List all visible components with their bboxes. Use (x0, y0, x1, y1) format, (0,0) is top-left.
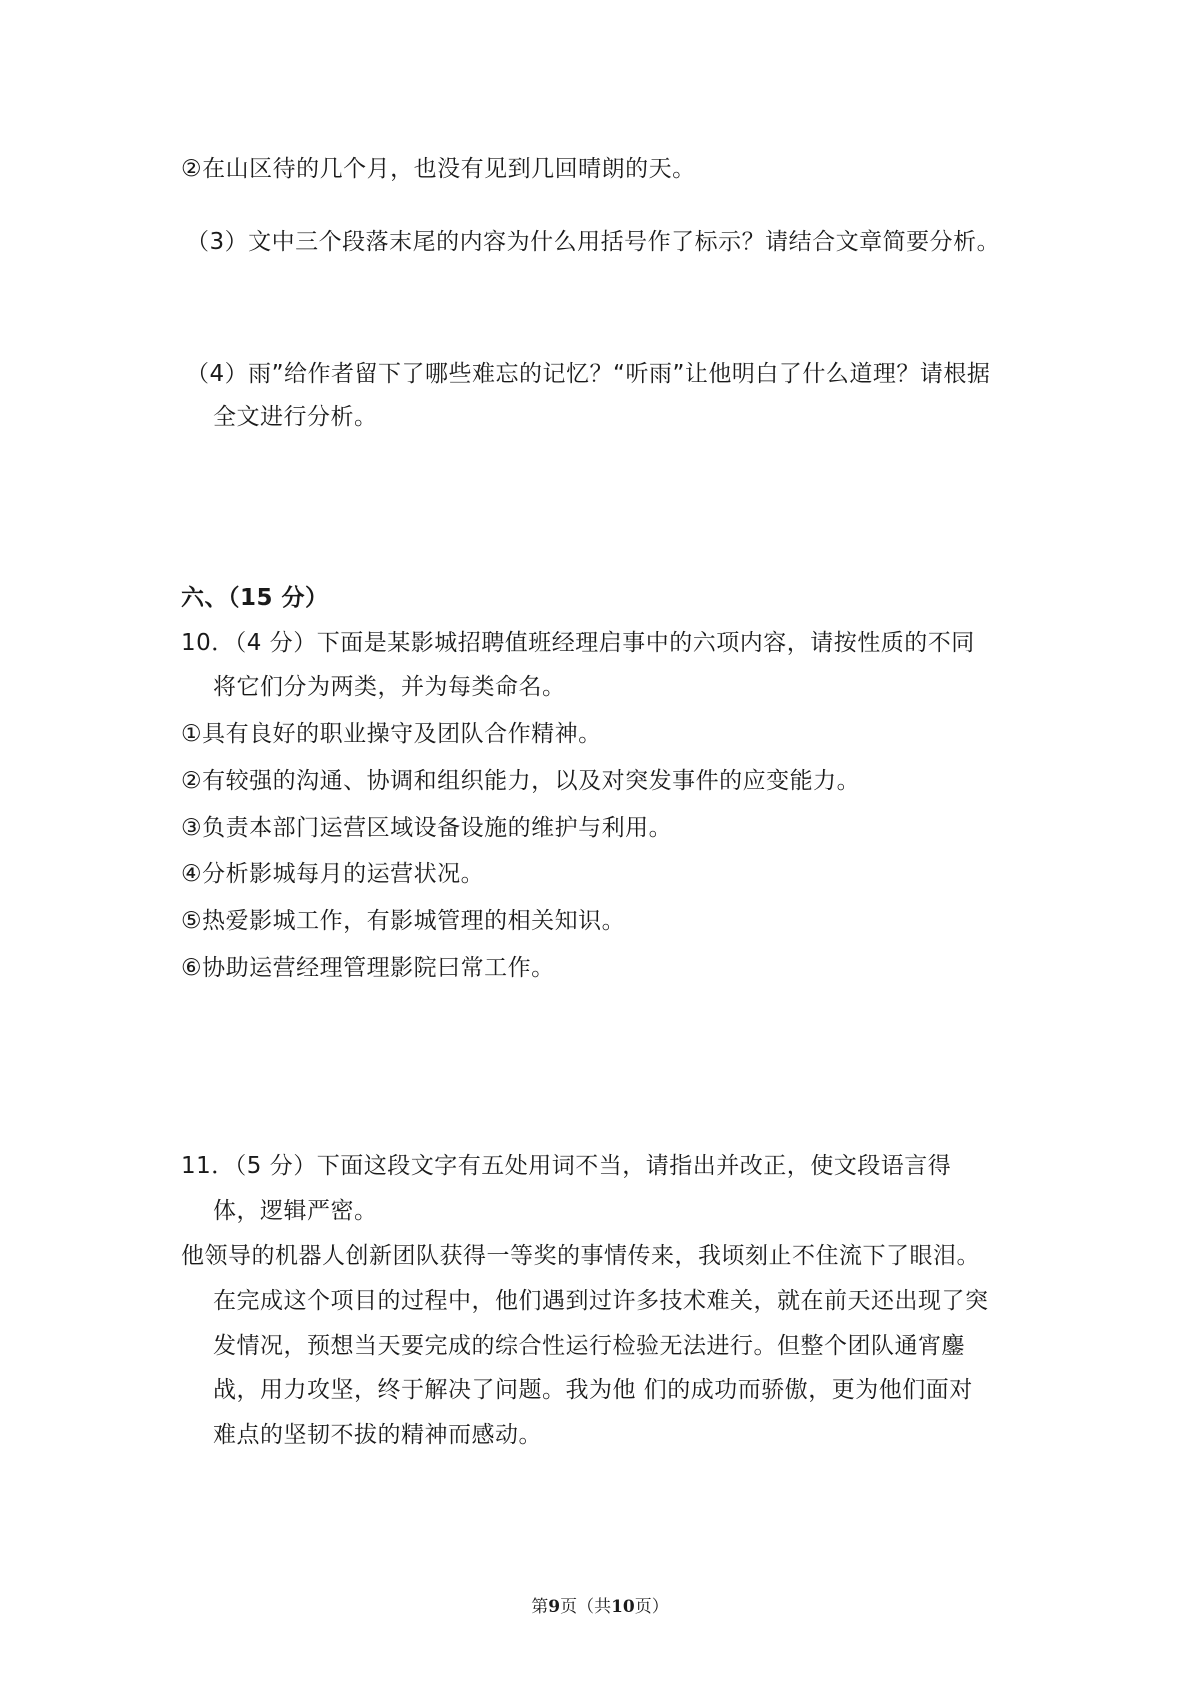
q11-stem-line2: 体，逻辑严密。 (213, 1198, 378, 1224)
q11-stem-line1: 11．（5 分）下面这段文字有五处用词不当，请指出并改正，使文段语言得 (181, 1153, 952, 1179)
footer-middle: 页（共 (560, 1597, 612, 1617)
q10-item-4: ④分析影城每月的运营状况。 (181, 861, 485, 887)
footer-suffix: 页） (634, 1597, 669, 1617)
q10-item-6: ⑥协助运营经理管理影院曰常工作。 (181, 955, 555, 981)
page-footer (0, 1595, 1200, 1619)
q9-sub4-line1: （4）雨”给作者留下了哪些难忘的记忆？“听雨”让他明白了什么道理？请根据 (186, 361, 991, 387)
q11-passage-line4: 战，用力攻坚，终于解决了问题。我为他 们的成功而骄傲，更为他们面对 (213, 1377, 973, 1403)
q11-passage-line2: 在完成这个项目的过程中，他们遇到过许多技术难关，就在前天还出现了突 (213, 1288, 989, 1314)
q10-item-2: ②有较强的沟通、协调和组织能力，以及对突发事件的应变能力。 (181, 768, 861, 794)
q9-sub3: （3）文中三个段落末尾的内容为什么用括号作了标示？请结合文章简要分析。 (186, 229, 1001, 255)
q11-passage-line5: 难点的坚韧不拔的精神而感动。 (213, 1422, 542, 1448)
q11-passage-line1: 他领导的机器人创新团队获得一等奖的事情传来，我顷刻止不住流下了眼泪。 (181, 1243, 980, 1269)
footer-total-pages: 10 (611, 1597, 635, 1617)
q10-item-1: ①具有良好的职业操守及团队合作精神。 (181, 721, 602, 747)
section-six-heading: 六、（15 分） (181, 585, 329, 611)
q10-stem-line1: 10．（4 分）下面是某影城招聘值班经理启事中的六项内容，请按性质的不同 (181, 630, 975, 656)
q11-passage-line3: 发情况，预想当天要完成的综合性运行检验无法进行。但整个团队通宵鏖 (213, 1333, 965, 1359)
q10-item-5: ⑤热爱影城工作，有影城管理的相关知识。 (181, 908, 626, 934)
footer-page-number: 9 (548, 1597, 561, 1617)
footer-prefix: 第 (531, 1597, 549, 1617)
q10-item-3: ③负责本部门运营区域设备设施的维护与利用。 (181, 815, 673, 841)
q9-sub2-item2: ②在山区待的几个月，也没有见到几回晴朗的天。 (181, 156, 696, 182)
q10-stem-line2: 将它们分为两类，并为每类命名。 (213, 674, 566, 700)
q9-sub4-line2: 全文进行分析。 (213, 404, 378, 430)
